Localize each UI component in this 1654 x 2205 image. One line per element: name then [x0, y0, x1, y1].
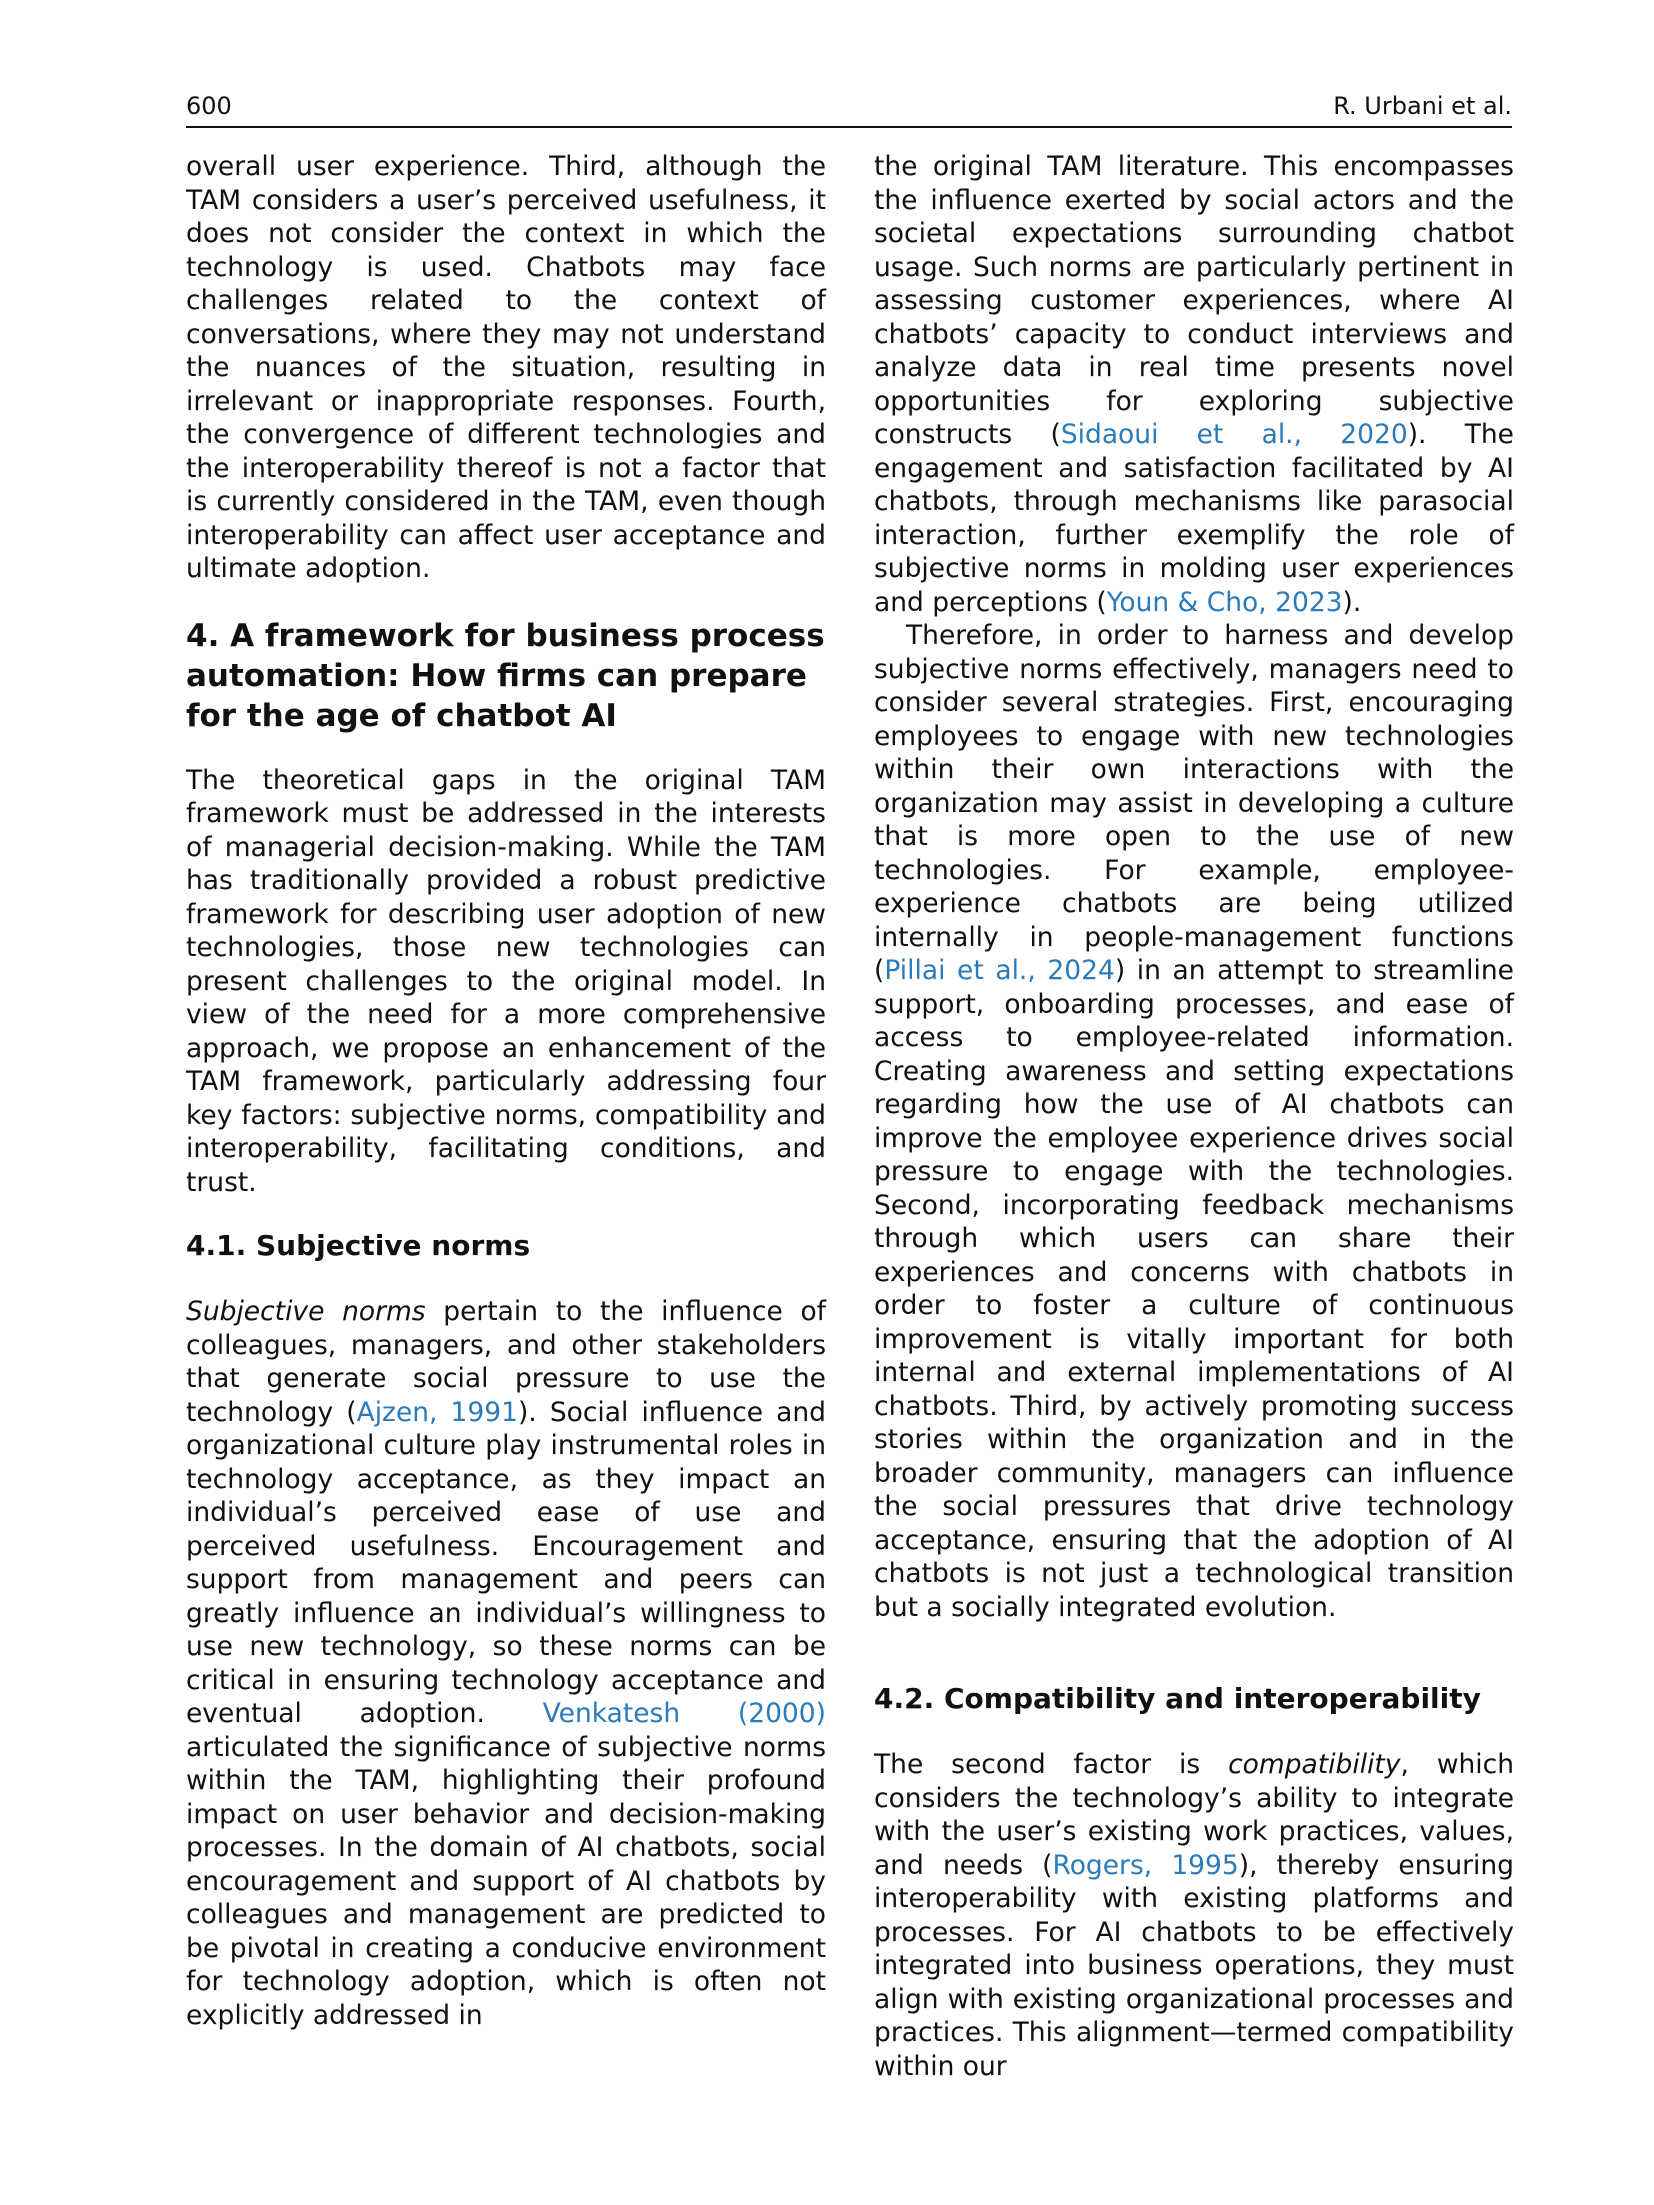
right-column: [874, 150, 1514, 2083]
text-run: articulated the significance of subjective norms within the TAM, highlighting their profound impact on user behavior and decision-making processes. In the domain of AI chatbots, social encouragement and support of AI chatbots by colleagues and management are predicted to be pivotal in creating a conducive environment for technology adoption, which is often not explicitly addressed in: [186, 1731, 826, 2031]
text-run: The second factor is: [874, 1749, 1229, 1780]
text-run: ).: [1342, 586, 1362, 618]
citation-link[interactable]: Ajzen, 1991: [356, 1396, 518, 1428]
paragraph: [874, 150, 1514, 619]
text-run: pertain to the influence of colleagues, managers, and other stakeholders that generate social pressure to use the technology (: [186, 1296, 826, 1428]
text-run: the original TAM literature. This encompasses the influence exerted by social actors and the societal expectations surrounding chatbot usage. Such norms are particularly pertinent in assessing customer experiences, where AI chatbots’ capacity to conduct interviews and analyze data in real time presents novel opportunities for exploring subjective constructs (: [874, 151, 1514, 450]
text-run: ). Social influence and organizational culture play instrumental roles in technology acceptance, as they impact an individual’s perceived ease of use and perceived usefulness. Encouragement and support from management and peers can greatly influence an individual’s willingness to use new technology, so these norms can be critical in ensuring technology acceptance and eventual adoption.: [186, 1396, 826, 1729]
section-heading: 4. A framework for business process automation: How firms can prepare for the age of chatbot AI: [186, 617, 825, 734]
citation-link[interactable]: Sidaoui et al., 2020: [1060, 419, 1408, 450]
citation-link[interactable]: Youn & Cho, 2023: [1106, 586, 1343, 618]
paragraph: [186, 1295, 826, 2032]
paragraph: [874, 619, 1514, 1624]
page-number: 600: [186, 92, 232, 120]
running-header: [186, 88, 1512, 128]
subsection-heading: 4.2. Compatibility and interoperability: [874, 1682, 1481, 1715]
paragraph: [874, 1748, 1514, 2083]
left-column: [186, 150, 826, 2032]
citation-link[interactable]: Rogers, 1995: [1052, 1849, 1239, 1881]
term-emphasis: Subjective norms: [186, 1296, 426, 1327]
paragraph: The theoretical gaps in the original TAM framework must be addressed in the interests of managerial decision-making. While the TAM has traditionally provided a robust predictive framework for describing user adoption of new technologies, those new technologies can present challenges to the original model. In view of the need for a more comprehensive approach, we propose an enhancement of the TAM framework, particularly addressing four key factors: subjective norms, compatibility and interoperability, facilitating conditions, and trust.: [186, 764, 826, 1198]
paragraph: overall user experience. Third, although the TAM considers a user’s perceived usefulness, it does not consider the context in which the technology is used. Chatbots may face challenges related to the context of conversations, where they may not understand the nuances of the situation, resulting in irrelevant or inappropriate responses. Fourth, the convergence of different technologies and the interoperability thereof is not a factor that is currently considered in the TAM, even though interoperability can affect user acceptance and ultimate adoption.: [186, 151, 826, 584]
text-run: ). The engagement and satisfaction facilitated by AI chatbots, through mechanisms like parasocial interaction, further exemplify the role of subjective norms in molding user experiences and perceptions (: [874, 419, 1514, 618]
running-authors: R. Urbani et al.: [1333, 92, 1512, 120]
text-run: ), thereby ensuring interoperability with existing platforms and processes. For AI chatbots to be effectively integrated into business operations, they must align with existing organizational processes and practices. This alignment—termed compatibility within our: [874, 1849, 1514, 2082]
citation-link[interactable]: Venkatesh (2000): [542, 1698, 826, 1729]
term-emphasis: compatibility: [1228, 1749, 1401, 1780]
subsection-heading: 4.1. Subjective norms: [186, 1229, 531, 1262]
text-run: Therefore, in order to harness and develop subjective norms effectively, managers need to consider several strategies. First, encouraging employees to engage with new technologies within their own interactions with the organization may assist in developing a culture that is more open to the use of new technologies. For example, employee-experience chatbots are being utilized internally in people-management functions (: [874, 620, 1514, 986]
text-run: , which considers the technology’s ability to integrate with the user’s existing work practices, values, and needs (: [874, 1749, 1515, 1881]
citation-link[interactable]: Pillai et al., 2024: [884, 955, 1115, 986]
text-run: ) in an attempt to streamline support, onboarding processes, and ease of access to employee-related information. Creating awareness and setting expectations regarding how the use of AI chatbots can improve the employee experience drives social pressure to engage with the technologies. Second, incorporating feedback mechanisms through which users can share their experiences and concerns with chatbots in order to foster a culture of continuous improvement is vitally important for both internal and external implementations of AI chatbots. Third, by actively promoting success stories within the organization and in the broader community, managers can influence the social pressures that drive technology acceptance, ensuring that the adoption of AI chatbots is not just a technological transition but a socially integrated evolution.: [874, 955, 1514, 1623]
